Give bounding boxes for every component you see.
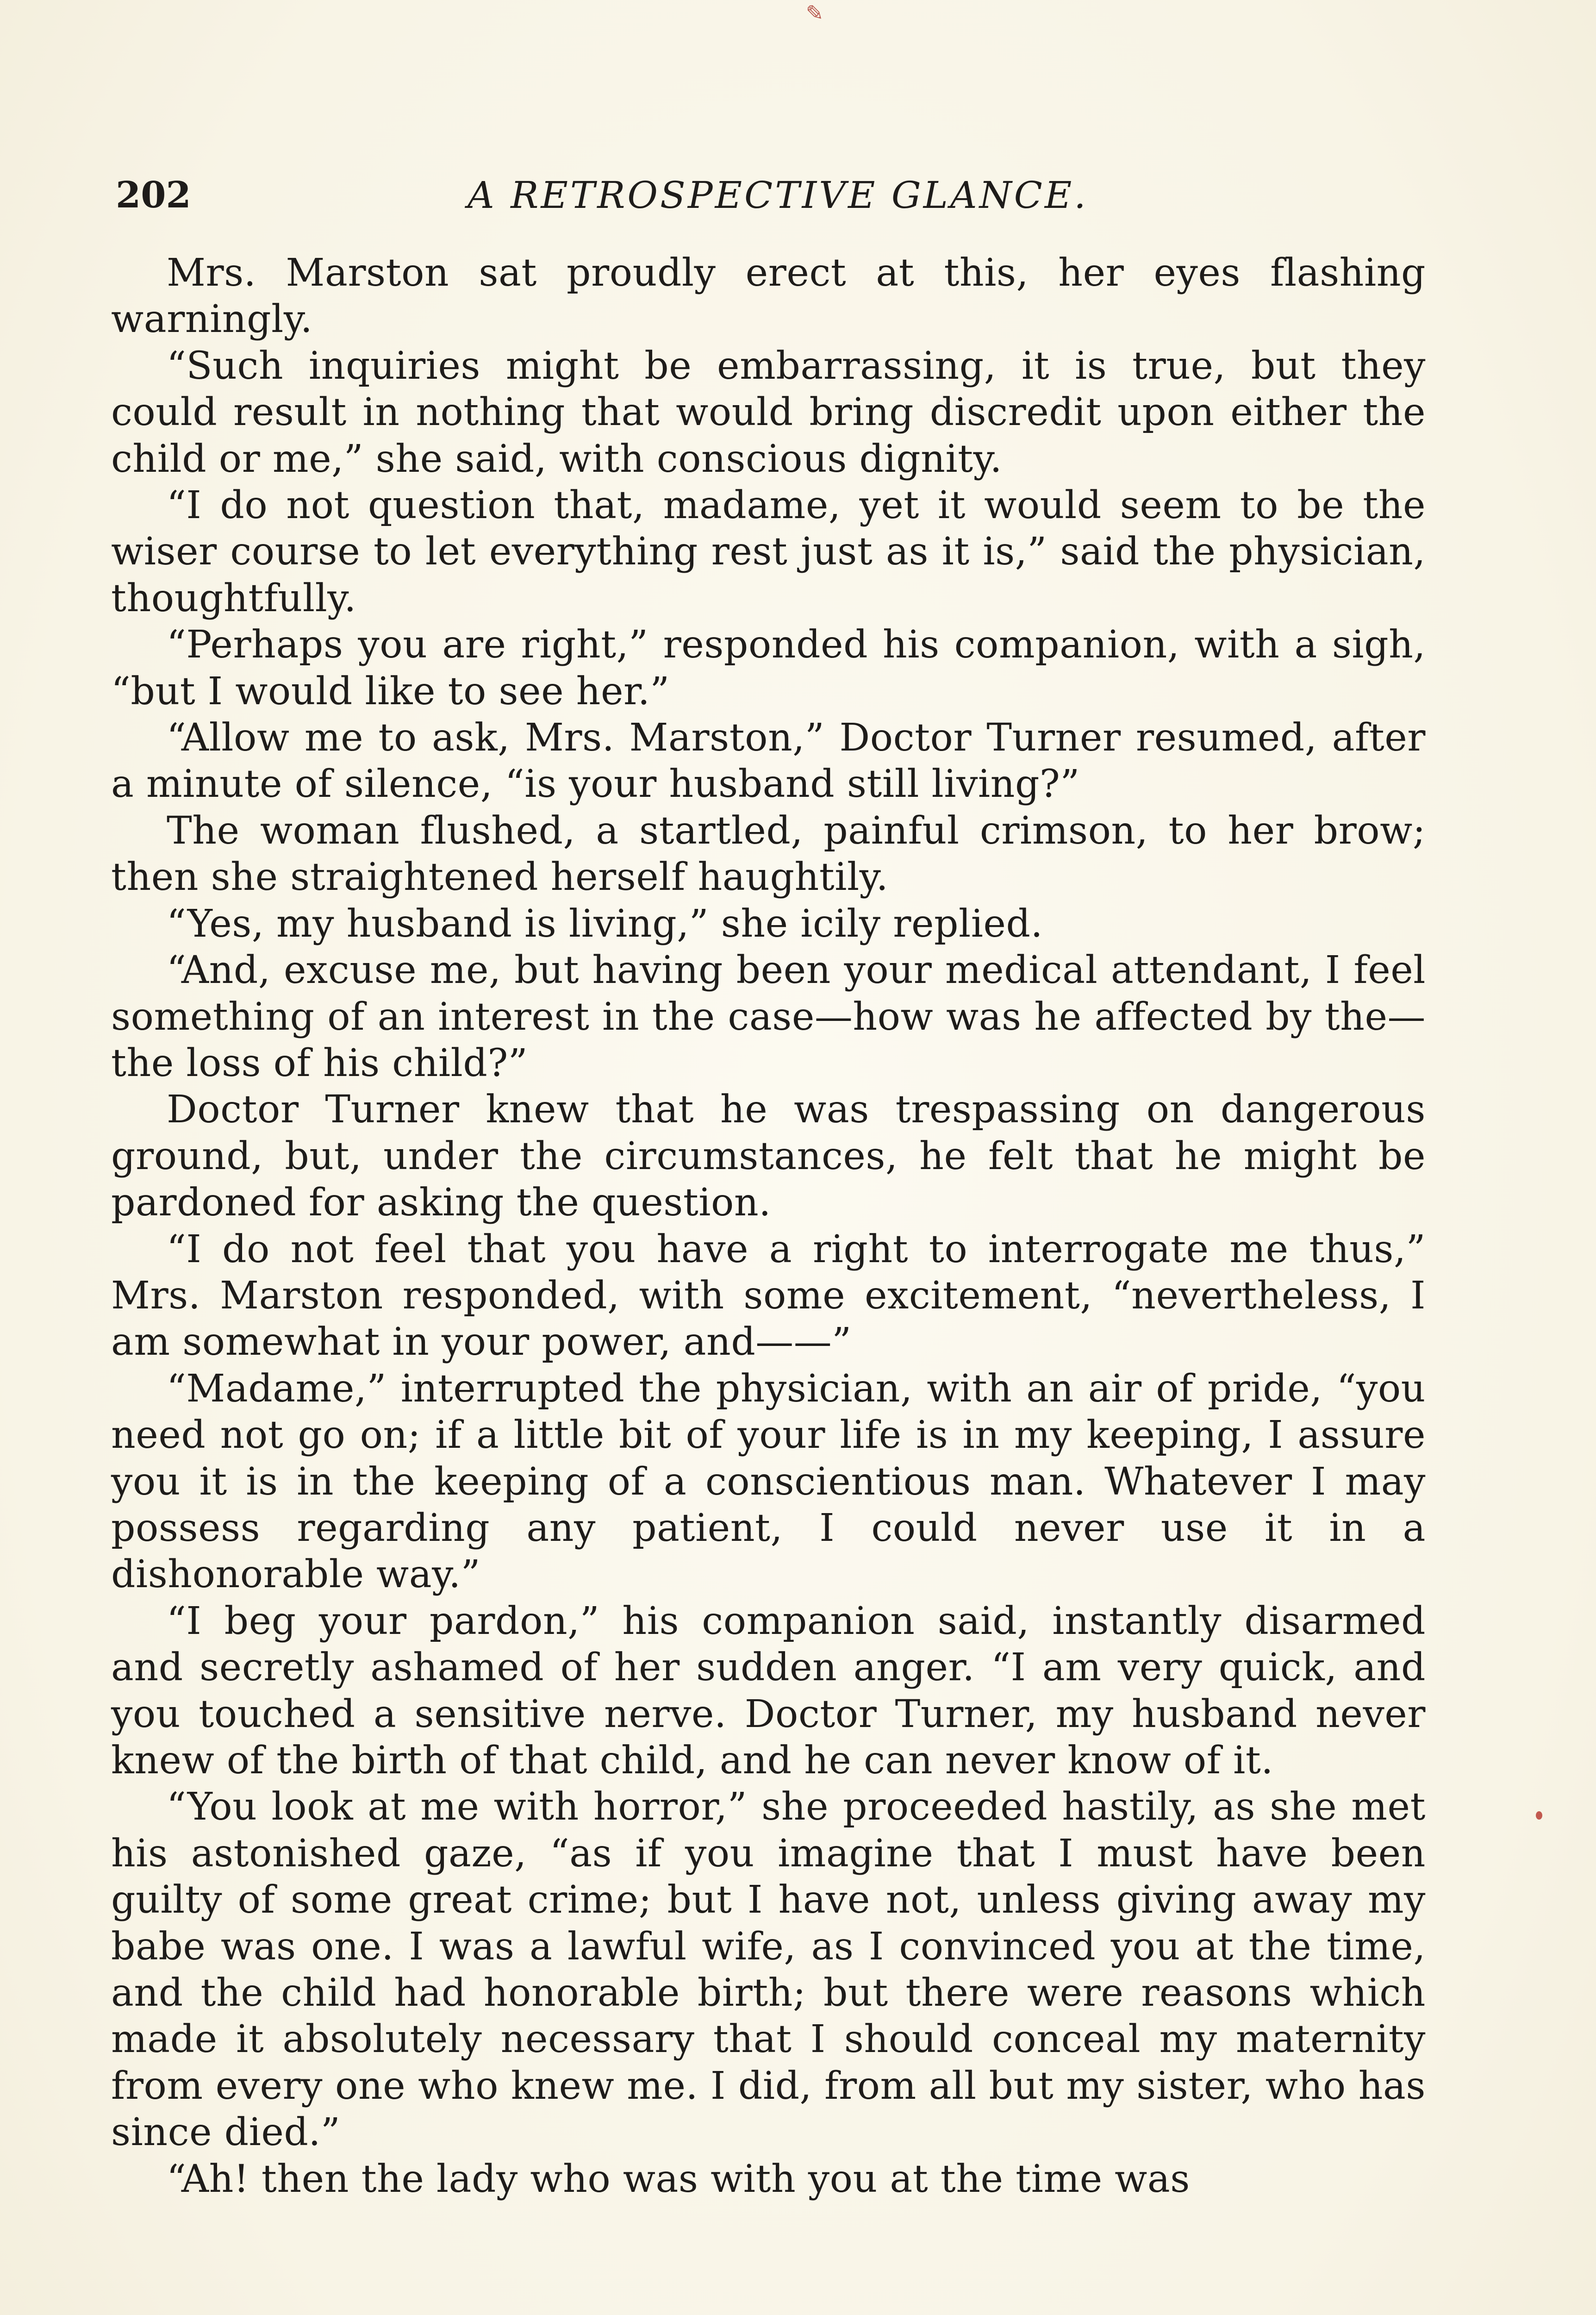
paragraph: “Ah! then the lady who was with you at the time was [167, 2157, 1190, 2201]
paragraph: The woman flushed, a startled, painful crimson, to her brow; then she straightened herself haughtily. [111, 808, 1426, 900]
paragraph: “You look at me with horror,” she proceeded hastily, as she met his astonished gaze, “as if you imagine that I must have been guilty of some great crime; but I have not, unless giving away my babe was one. I was a lawful wife, as I convinced you at the time, and the child had honorable birth; but there were reasons which made it absolutely necessary that I should conceal my maternity from every one who knew me. I did, from all but my sister, who has since died.” [111, 1785, 1426, 2155]
running-head [116, 172, 1458, 228]
page-number: 202 [116, 174, 191, 216]
paragraph: “And, excuse me, but having been your medical attendant, I feel something of an interest in the case—how was he affected by the—the loss of his child?” [111, 948, 1426, 1085]
paragraph: “Madame,” interrupted the physician, with an air of pride, “you need not go on; if a little bit of your life is in my keeping, I assure you it is in the keeping of a conscientious man. Whatever I may possess regarding any patient, I could never use it in a dishonorable way.” [111, 1366, 1426, 1597]
paragraph: Mrs. Marston sat proudly erect at this, her eyes flashing warningly. [111, 251, 1426, 342]
paragraph: “Allow me to ask, Mrs. Marston,” Doctor Turner resumed, after a minute of silence, “is your husband still living?” [111, 716, 1426, 807]
body-text [111, 250, 1426, 2202]
paragraph: “I do not question that, madame, yet it would seem to be the wiser course to let everything rest just as it is,” said the physician, thoughtfully. [111, 483, 1426, 620]
paragraph: “I beg your pardon,” his companion said, instantly disarmed and secretly ashamed of her sudden anger. “I am very quick, and you touched a sensitive nerve. Doctor Turner, my husband never knew of the birth of that child, and he can never know of it. [111, 1599, 1426, 1783]
ink-mark-icon: ✎ [805, 0, 824, 25]
paragraph: “Perhaps you are right,” responded his companion, with a sigh, “but I would like to see her.” [111, 623, 1426, 713]
running-title: A RETROSPECTIVE GLANCE. [468, 174, 1088, 217]
paragraph: “Yes, my husband is living,” she icily replied. [167, 901, 1043, 946]
paper-speck [1536, 1811, 1542, 1820]
paragraph: Doctor Turner knew that he was trespassing on dangerous ground, but, under the circumstances, he felt that he might be pardoned for asking the question. [111, 1088, 1426, 1225]
paragraph: “I do not feel that you have a right to interrogate me thus,” Mrs. Marston responded, with some excitement, “nevertheless, I am somewhat in your power, and——” [111, 1227, 1426, 1364]
paragraph: “Such inquiries might be embarrassing, it is true, but they could result in nothing that would bring discredit upon either the child or me,” she said, with conscious dignity. [111, 344, 1426, 481]
